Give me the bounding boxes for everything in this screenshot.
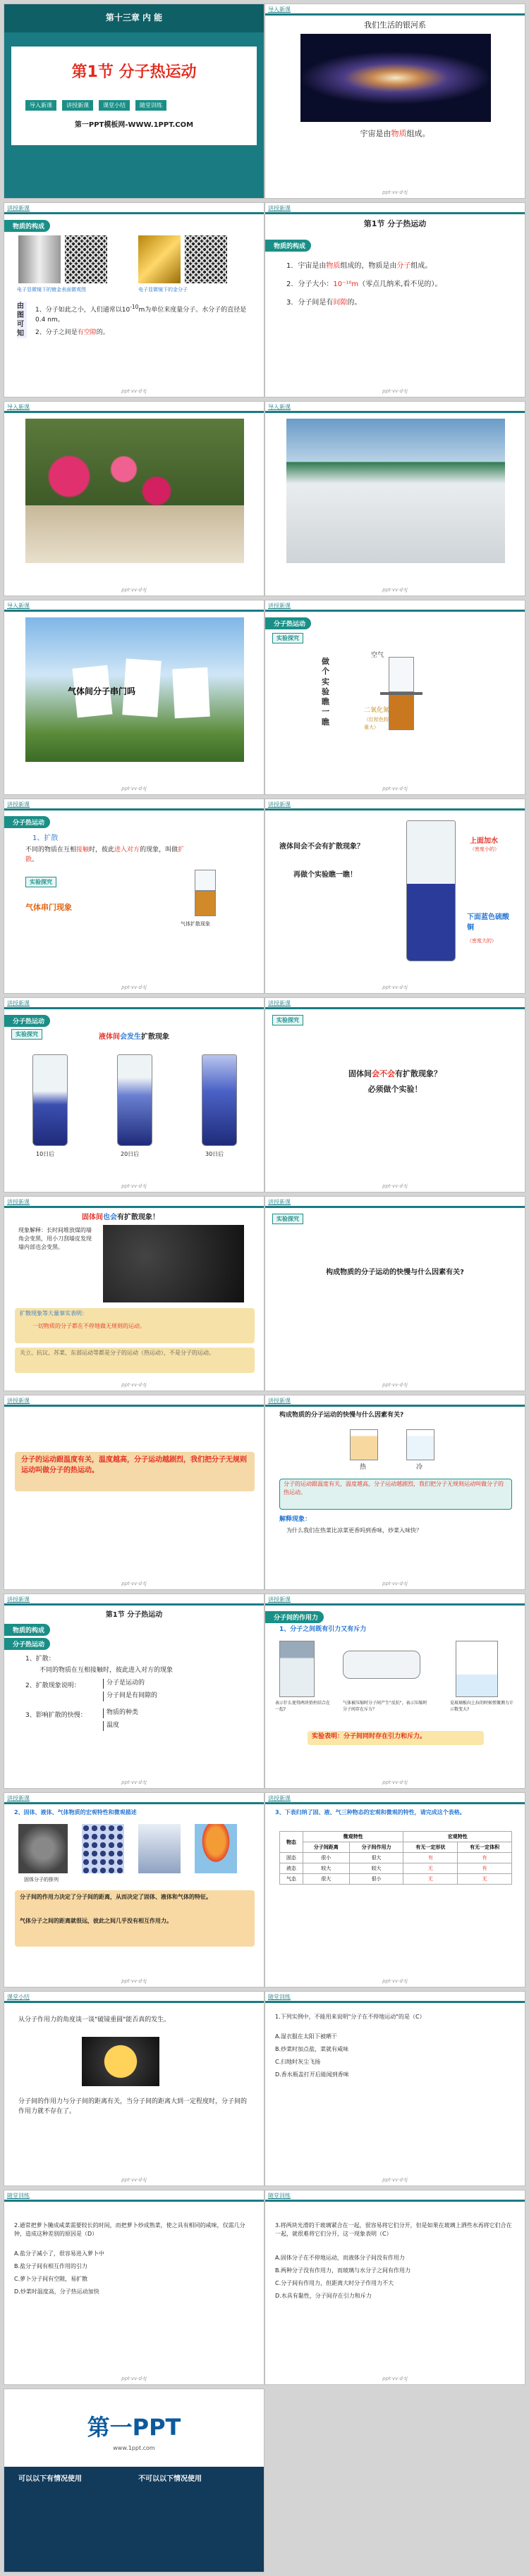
slide-gas-experiment: 讲授新课 分子热运动 实验探究 做个实验瞧一瞧 空气 二氧化氮 （红棕色较重大） ppt·vv·d·tj [264,600,525,795]
badge-experiment: 实验探究 [272,633,303,643]
nav-tag[interactable]: 讲授新课 [7,1000,30,1006]
hot-beaker [350,1429,378,1460]
tag-practice[interactable]: 随堂训练 [135,100,166,111]
solid-image [18,1824,68,1873]
slide-structure: 讲授新课 物质的构成 电子显微镜下的镀金表面微观图 电子显微镜下的金分子 由图可知 1、分子如此之小，人们通常以$10^{-10}m$为单位来度量分子。水分子的直径是0.4 nm。 2、分子之间是有空隙的。 ppt·vv·d·tj [4,202,264,398]
th-force: 分子间作用力 [349,1842,403,1853]
table-row: 固态 很小 很大 有 有 [280,1853,512,1863]
point-3: 3．分子间是有间隙的。 [286,299,362,307]
slide-title [4,4,264,199]
option-d: D.水具有黏性，分子间存在引力和斥力 [275,2293,372,2299]
laundry-image [25,617,244,762]
option-c: C.萝卜分子间有空隙，易扩散 [14,2276,88,2282]
answer: 再做个实验瞧一瞧！ [293,871,357,879]
states-heading: 2、固体、液体、气体物质的宏观特性和微观描述 [14,1809,137,1816]
side-label: 由图可知 [17,302,27,338]
cylinder [406,820,456,961]
fact-1: 1、分子如此之小，人们通常以$10^{-10}m$为单位来度量分子。水分子的直径是0.4 nm。 [35,304,247,323]
cold-label: 冷 [416,1464,423,1471]
slide-diffusion-def: 讲授新课 分子热运动 1、扩散 不同的物质在互相接触时，彼此进入对方的现象，叫做扩散。 实验探究 气体串门现象 气体扩散现象 ppt·vv·d·tj [4,799,264,994]
question: 构成物质的分子运动的快慢与什么因素有关? [326,1269,464,1276]
item-2b: 分子间是有间隙的 [103,1691,157,1701]
nav-tag[interactable]: 导入新课 [268,404,291,410]
temperature-text: 分子的运动跟温度有关，温度越高，分子运动越剧烈，我们把分子无规则运动叫做分子的热运动。 [21,1456,247,1474]
info-1: 分子间的作用力决定了分子间的距离，从而决定了固体、液体和气体的特征。 [20,1894,212,1900]
slide-laundry: 导入新课 气体间分子串门吗 ppt·vv·d·tj [4,600,264,795]
fact-2: 2、分子之间是有空隙的。 [35,329,109,336]
nav-tag[interactable]: 讲授新课 [7,1398,30,1404]
badge-motion: 分子热运动 [265,617,311,629]
chapter-title: 第十三章 内 能 [105,13,163,23]
coal-image [103,1225,244,1302]
lattice-image [82,1824,124,1873]
nav-tag[interactable]: 随堂训练 [268,1994,291,2000]
th-macro: 宏观特性 [403,1832,512,1842]
slide-q2: 随堂训练 2.通常把萝卜腌成咸菜需要较长的时间，而把萝卜炒成熟菜，使之具有相同的咸味，仅需几分钟，造成这种差别的原因是（D） A.盐分子减小了，很容易进入萝卜中 B.盐分子间有相互作用的引力 C.萝卜分子间有空隙，易扩散 D.炒菜时温度高，分子热运动加快 ppt·vv·d·tj [4,2190,264,2385]
liquid-title: 液体间会发生扩散现象 [99,1033,169,1041]
badge-experiment: 实验探究 [272,1015,303,1025]
bottom-sub: （密度大的） [467,938,497,944]
slide-speed-question: 讲授新课 实验探究 构成物质的分子运动的快慢与什么因素有关? ppt·vv·d·tj [264,1196,525,1391]
nav-tag[interactable]: 讲授新课 [7,1596,30,1603]
hot-label: 热 [360,1464,367,1471]
slide-solid-diffusion: 讲授新课 固体间也会有扩散现象！ 现象解释：长时间堆放煤的墙角会变黑，用小刀刮墙皮发现墙内部也会变黑。 扩散现象等大量事实表明： 一切物质的分子都在不停地做无规则的运动。 关立、抗议、苏菜、东部运动等都是分子的运动（热运动），不是分子的运动。 ppt·vv·d·tj [4,1196,264,1391]
gold-bar-image [138,235,181,283]
item-3: 3、影响扩散的快慢： [25,1712,87,1719]
bottom-label: 下面蓝色硫酸铜 [467,913,509,932]
th-state: 物态 [280,1832,303,1853]
cold-beaker [406,1429,434,1460]
explain-text: 为什么我们在热菜比凉菜更香吗到香味，炒菜入味快？ [286,1527,422,1534]
point-2: 2．分子大小：10⁻¹⁰m（零点几纳米,看不见的）。 [286,281,442,288]
slide-q1: 随堂训练 1.下列实例中，不能用来说明"分子在不停地运动"的是（C） A.湿衣服在太阳下被晒干 B.炒菜时加点盐，菜就有咸味 C.扫地时灰尘飞扬 D.香水瓶盖打开后能闻到香味 ppt·vv·d·tj [264,1991,525,2186]
nav-tag[interactable]: 讲授新课 [268,1795,291,1801]
nav-tag[interactable]: 讲授新课 [7,205,30,211]
item-3b: 温度 [103,1721,119,1731]
table-heading: 3、下表归纳了固、液、气三种物态的宏观和微观的特性，请完成这个表格。 [275,1809,466,1816]
option-c: C.分子间有作用力，但距离大时分子作用力不大 [275,2280,394,2286]
molecule-image-2 [185,235,227,283]
conclusion-text: 分子的运动跟温度有关，温度越高，分子运动越剧烈，我们把分子无规则运动叫做分子的热运动。 [284,1481,504,1496]
option-b: B.炒菜时加点盐，菜就有咸味 [275,2046,349,2052]
site-link[interactable]: 第一PPT模板网-WWW.1PPT.COM [74,121,194,129]
no2-sub: （红棕色较重大） [364,717,389,730]
day-label-3: 30日后 [205,1151,224,1157]
option-d: D.炒菜时温度高，分子热运动加快 [14,2288,99,2295]
item-2a: 分子是运动的 [103,1679,145,1689]
badge-motion: 分子热运动 [4,1638,50,1650]
question-2: 2.通常把萝卜腌成咸菜需要较长的时间，而把萝卜炒成熟菜，使之具有相同的咸味，仅需几分钟，造成这种差别的原因是（D） [14,2222,245,2237]
option-a: A.固体分子在不停地运动，而液体分子间没有作用力 [275,2255,405,2261]
nav-tag[interactable]: 讲授新课 [268,1398,291,1404]
caption-1: 表示什么使得两块铅柱结合在一起? [275,1701,331,1712]
footer-forbidden: 不可以以下情况使用 [138,2475,202,2483]
nav-tag[interactable]: 课堂小结 [7,1994,30,2000]
slide-galaxy: 导入新课 我们生活的银河系 宇宙是由物质组成。 ppt·vv·d·tj [264,4,525,199]
option-b: B.盐分子间有相互作用的引力 [14,2263,88,2269]
question-1: 1.下列实例中，不能用来说明"分子在不停地运动"的是（C） [275,2014,425,2020]
galaxy-caption: 宇宙是由物质组成。 [360,129,430,138]
badge-structure: 物质的构成 [265,240,311,252]
balloon-image [195,1824,237,1873]
question: 液体间会不会有扩散现象？ [279,843,364,851]
badge-force: 分子间的作用力 [265,1611,324,1623]
table-row: 液态 较大 较大 无 有 [280,1863,512,1874]
no2-label: 二氧化氮 [364,707,390,714]
force-heading: 1、分子之间既有引力又有斥力 [279,1626,367,1633]
gold-surface-image [18,235,61,283]
footer-band [4,2467,264,2572]
spring-scale [456,1641,498,1697]
conclusion-2: 一切物质的分子都在不停地做无规则的运动。 [32,1323,145,1329]
top-sub: （密度小的） [470,846,499,852]
tag-summary[interactable]: 课堂小结 [99,100,130,111]
item-2: 2、扩散现象说明： [25,1682,80,1689]
syringe [343,1651,420,1679]
day-label-1: 10日后 [36,1151,55,1157]
nav-tag[interactable]: 随堂训练 [7,2193,30,2199]
badge-experiment: 实验探究 [25,877,56,887]
slide-gas-station: 导入新课 ppt·vv·d·tj [264,401,525,596]
conclusion-1: 扩散现象等大量事实表明： [20,1310,87,1317]
solid-caption: 固体分子的排列 [24,1877,59,1882]
answer: 分子间的作用力与分子间的距离有关，当分子间的距离大到一定程度时，分子间的作用力就不存在了。 [18,2098,248,2115]
note-text: 关立、抗议、苏菜、东部运动等都是分子的运动（热运动），不是分子的运动。 [20,1350,214,1356]
flower-garden-image [25,419,244,563]
info-2: 气体分子之间的距离就很远，彼此之间几乎没有相互作用力。 [20,1918,172,1924]
nav-tag[interactable]: 讲授新课 [268,1596,291,1603]
slide-solid-question: 讲授新课 实验探究 固体间会不会有扩散现象？ 必须做个实验！ ppt·vv·d·tj [264,997,525,1193]
diffusion-def: 不同的物质在互相接触时，彼此进入对方的现象，叫做扩散。 [25,846,185,863]
slide-broken-mirror: 课堂小结 从分子作用力的角度谈一谈"破镜重圆"能否真的发生。 分子间的作用力与分子间的距离有关，当分子间的距离大到一定程度时，分子间的作用力就不存在了。 ppt·vv·d·tj [4,1991,264,2186]
option-a: A.湿衣服在太阳下被晒干 [275,2033,337,2040]
slide-force: 讲授新课 分子间的作用力 1、分子之间既有引力又有斥力 表示什么使得两块铅柱结合在一起? 气体被压缩时分子间产生"反抗"，表示压缩时分子间存在斥力？ 晃玻璃板向上拉的时候弹簧测力计示数变大? 实验表明：分子间同时存在引力和斥力。 ppt·vv·d·tj [264,1594,525,1789]
badge-motion: 分子热运动 [4,816,50,828]
slide-table: 讲授新课 3、下表归纳了固、液、气三种物态的宏观和微观的特性，请完成这个表格。 物态 微观特性 宏观特性 分子间距离 分子间作用力 有无一定形状 有无一定体积 固态 很小 很大 有 有 液态 较大 较大 无 有 气态 很大 很小 无 无 ppt·vv·d·tj [264,1792,525,1988]
footer-url[interactable]: www.1ppt.com [113,2445,155,2451]
cylinder-3 [202,1054,237,1146]
option-c: C.扫地时灰尘飞扬 [275,2059,321,2065]
slide-states: 讲授新课 2、固体、液体、气体物质的宏观特性和微观描述 固体分子的排列 分子间的作用力决定了分子间的距离，从而决定了固体、液体和气体的特征。 气体分子之间的距离就很远，彼此之间几乎没有相互作用力。 ppt·vv·d·tj [4,1792,264,1988]
slide-temperature-exp: 讲授新课 构成物质的分子运动的快慢与什么因素有关? 热 冷 分子的运动跟温度有关，温度越高，分子运动越剧烈，我们把分子无规则运动叫做分子的热运动。 解释现象： 为什么我们在热菜比凉菜更香吗到香味，炒菜入味快？ ppt·vv·d·tj [264,1395,525,1590]
option-a: A.盐分子减小了，很容易进入萝卜中 [14,2250,104,2257]
nav-tag[interactable]: 讲授新课 [268,205,291,211]
tag-teach[interactable]: 讲授新课 [62,100,93,111]
footer-allowed: 可以以下有情况使用 [18,2475,82,2483]
option-d: D.香水瓶盖打开后能闻到香味 [275,2071,349,2078]
gas-station-image [286,419,505,563]
badge-motion: 分子热运动 [4,1015,50,1027]
lead-cylinders [279,1641,315,1697]
item-1-desc: 不同的物质在互相接触时，彼此进入对方的现象 [39,1667,174,1674]
nav-tag[interactable]: 讲授新课 [268,1199,291,1205]
solid-question: 固体间会不会有扩散现象？ [348,1069,442,1078]
question: 构成物质的分子运动的快慢与什么因素有关? [279,1412,404,1419]
caption-2: 电子显微镜下的金分子 [138,287,188,292]
states-table [279,1831,512,1885]
slide-summary-motion: 讲授新课 第1节 分子热运动 物质的构成 分子热运动 1、扩散： 不同的物质在互相接触时，彼此进入对方的现象 2、扩散现象说明： 分子是运动的 分子间是有间隙的 3、影响扩散的快慢： 物质的种类 温度 ppt·vv·d·tj [4,1594,264,1789]
nav-tags [25,100,166,111]
slide-flowers: 导入新课 ppt·vv·d·tj [4,401,264,596]
conclusion: 实验表明：分子间同时存在引力和斥力。 [312,1733,427,1740]
no2-jar [389,695,414,730]
cylinder-2 [117,1054,152,1146]
th-volume: 有无一定体积 [458,1842,512,1853]
nav-tag[interactable]: 讲授新课 [268,603,291,609]
day-label-2: 20日后 [121,1151,140,1157]
item-3a: 物质的种类 [103,1708,138,1718]
nav-tag[interactable]: 随堂训练 [268,2193,291,2199]
jar-top [195,870,216,891]
nav-tag[interactable]: 导入新课 [7,603,30,609]
nav-tag[interactable]: 导入新课 [268,6,291,13]
explain-heading: 解释现象： [279,1516,312,1523]
diffusion-heading: 1、扩散 [32,834,59,842]
badge-structure: 物质的构成 [4,220,50,232]
slide-liquid-question: 讲授新课 液体间会不会有扩散现象？ 再做个实验瞧一瞧！ 上面加水 （密度小的） 下面蓝色硫酸铜 （密度大的） ppt·vv·d·tj [264,799,525,994]
nav-tag[interactable]: 讲授新课 [268,801,291,808]
section-title: 第1节 分子热运动 [71,63,197,81]
caption: 气体扩散现象 [181,921,210,927]
caption-2: 气体被压缩时分子间产生"反抗"，表示压缩时分子间存在斥力？ [343,1701,427,1712]
nav-tag[interactable]: 讲授新课 [7,1199,30,1205]
galaxy-title: 我们生活的银河系 [364,20,426,30]
liquid-image [138,1824,181,1873]
question: 从分子作用力的角度谈一谈"破镜重圆"能否真的发生。 [18,2016,171,2023]
mirror-image [82,2037,159,2086]
badge-experiment: 实验探究 [11,1029,42,1040]
item-1: 1、扩散： [25,1656,55,1663]
gas-label: 气体串门现象 [25,903,72,912]
side-text: 做个实验瞧一瞧 [322,657,329,727]
th-distance: 分子间距离 [303,1842,349,1853]
question-3: 3.将两块光滑的干玻璃紧合在一起，很容易将它们分开，但是如果在玻璃上洒些水再将它们合在一起，就很难将它们分开，这一现象表明（C） [275,2222,512,2237]
option-b: B.两种分子没有作用力，而玻璃与水分子之间有作用力 [275,2267,411,2274]
slide-temperature: 讲授新课 分子的运动跟温度有关，温度越高，分子运动越剧烈，我们把分子无规则运动叫做分子的热运动。 ppt·vv·d·tj [4,1395,264,1590]
air-label: 空气 [371,652,384,659]
slide-footer [4,2389,264,2572]
nav-tag[interactable]: 讲授新课 [7,1795,30,1801]
slide-liquid-diffusion: 讲授新课 分子热运动 实验探究 液体间会发生扩散现象 10日后 20日后 30日后 ppt·vv·d·tj [4,997,264,1193]
tag-lead[interactable]: 导入新课 [25,100,56,111]
badge-experiment: 实验探究 [272,1214,303,1224]
slide-heading: 第1节 分子热运动 [363,219,427,228]
top-label: 上面加水 [470,837,498,845]
table-row: 气态 很大 很小 无 无 [280,1874,512,1885]
sign-text: 气体间分子串门吗 [68,686,136,696]
th-micro: 微观特性 [303,1832,403,1842]
caption-3: 晃玻璃板向上拉的时候弹簧测力计示数变大? [450,1701,514,1712]
caption-1: 电子显微镜下的镀金表面微观图 [17,287,86,292]
slide-q3: 随堂训练 3.将两块光滑的干玻璃紧合在一起，很容易将它们分开，但是如果在玻璃上洒些水再将它们合在一起，就很难将它们分开，这一现象表明（C） A.固体分子在不停地运动，而液体分子间没有作用力 B.两种分子没有作用力，而玻璃与水分子之间有作用力 C.分子间有作用力，但距离大时分子作用力不大 D.水具有黏性，分子间存在引力和斥力 ppt·vv·d·tj [264,2190,525,2385]
slide-heading: 第1节 分子热运动 [105,1611,163,1619]
footer-logo: 第一PPT [87,2414,181,2441]
molecule-image-1 [65,235,107,283]
solid-title: 固体间也会有扩散现象！ [82,1214,159,1221]
solid-answer: 必须做个实验！ [367,1085,422,1094]
explanation: 现象解释：长时间堆放煤的墙角会变黑，用小刀刮墙皮发现墙内部也会变黑。 [18,1227,92,1250]
cylinder-1 [32,1054,68,1146]
badge-structure: 物质的构成 [4,1624,50,1636]
air-jar [389,657,414,692]
point-1: 1．宇宙是由物质组成的，物质是由分子组成。 [286,262,432,270]
jar-bottom [195,891,216,916]
th-shape: 有无一定形状 [403,1842,458,1853]
nav-tag[interactable]: 讲授新课 [7,801,30,808]
slide-summary-structure: 讲授新课 第1节 分子热运动 物质的构成 1．宇宙是由物质组成的，物质是由分子组成。 2．分子大小：10⁻¹⁰m（零点几纳米,看不见的）。 3．分子间是有间隙的。 ppt·vv·d·tj [264,202,525,398]
nav-tag[interactable]: 讲授新课 [268,1000,291,1006]
galaxy-image [300,34,491,122]
nav-tag[interactable]: 导入新课 [7,404,30,410]
